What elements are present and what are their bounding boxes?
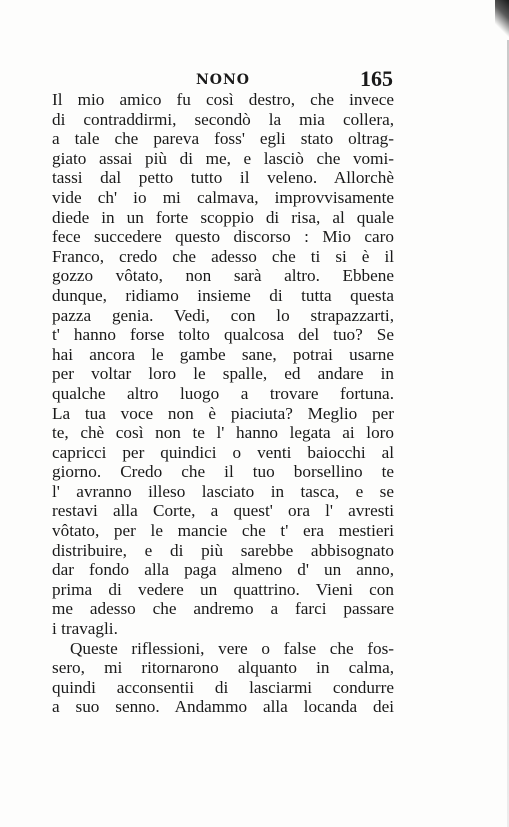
text-line: qualche altro luogo a trovare fortuna.: [52, 383, 394, 403]
text-line: vôtato, per le mancie che t' era mestieri: [52, 521, 394, 541]
text-line: restavi alla Corte, a quest' ora l' avresti: [52, 501, 394, 521]
text-line: dar fondo alla paga almeno d' un anno,: [52, 560, 394, 580]
text-line: me adesso che andremo a farci passare: [52, 599, 394, 619]
text-line: Il mio amico fu così destro, che invece: [52, 90, 394, 109]
text-line: dunque, ridiamo insieme di tutta questa: [52, 285, 394, 305]
text-line: per voltar loro le spalle, ed andare in: [52, 364, 394, 384]
text-line: tassi dal petto tutto il veleno. Allorchè: [52, 168, 394, 188]
text-line: a suo senno. Andammo alla locanda dei: [52, 697, 394, 717]
text-line: fece succedere questo discorso : Mio caro: [52, 227, 394, 247]
body-text: [52, 90, 394, 717]
text-line: di contraddirmi, secondò la mia collera,: [52, 109, 394, 129]
text-line: gozzo vôtato, non sarà altro. Ebbene: [52, 266, 394, 286]
text-line: La tua voce non è piaciuta? Meglio per: [52, 403, 394, 423]
text-line: diede in un forte scoppio di risa, al quale: [52, 207, 394, 227]
page-corner-shadow: [495, 0, 509, 40]
text-line: vide ch' io mi calmava, improvvisamente: [52, 187, 394, 207]
text-line: hai ancora le gambe sane, potrai usarne: [52, 344, 394, 364]
running-head: NONO: [196, 72, 250, 88]
text-line: Queste riflessioni, vere o false che fos-: [70, 638, 394, 658]
text-line: capricci per quindici o venti baiocchi al: [52, 442, 394, 462]
text-line: distribuire, e di più sarebbe abbisognato: [52, 540, 394, 560]
text-line: Franco, credo che adesso che ti si è il: [52, 246, 394, 266]
text-line: pazza genia. Vedi, con lo strapazzarti,: [52, 305, 394, 325]
text-line: t' hanno forse tolto qualcosa del tuo? Se: [52, 325, 394, 345]
text-line: quindi acconsentii di lasciarmi condurre: [52, 677, 394, 697]
page-number: 165: [360, 66, 393, 91]
text-line: prima di vedere un quattrino. Vieni con: [52, 579, 394, 599]
text-line: a tale che pareva foss' egli stato oltrag-: [52, 129, 394, 149]
text-line: l' avranno illeso lasciato in tasca, e se: [52, 481, 394, 501]
text-line: sero, mi ritornarono alquanto in calma,: [52, 658, 394, 678]
text-line: giato assai più di me, e lasciò che vomi-: [52, 148, 394, 168]
text-line: giorno. Credo che il tuo borsellino te: [52, 462, 394, 482]
text-line: i travagli.: [52, 619, 118, 639]
text-line: te, chè così non te l' hanno legata ai loro: [52, 423, 394, 443]
